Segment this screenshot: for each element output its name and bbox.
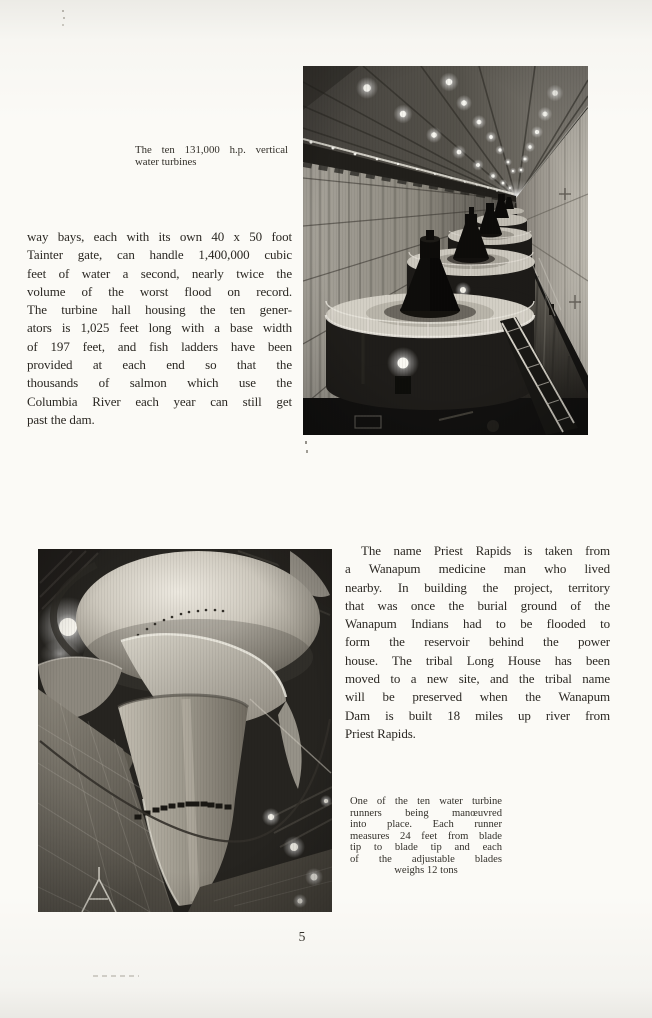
text-line: will be preserved when the Wanapum (345, 689, 610, 705)
text-line: way bays, each with its own 40 x 50 foot (27, 229, 292, 244)
photo-vignette (303, 66, 588, 435)
scan-speck-under-photo (305, 441, 307, 444)
text-line: a Wanapum medicine man who lived (345, 561, 610, 577)
text-line: provided at each end so that the (27, 357, 292, 373)
text-line: Columbia River each year can still get (27, 393, 292, 409)
text-line: moved to a new site, and the tribal name (345, 671, 610, 687)
text-line: volume of the worst flood on record. (27, 283, 292, 299)
text-line: of 197 feet, and fish ladders have been (27, 338, 292, 354)
text-line: weighs 12 tons (394, 865, 458, 876)
text-line: Wanapum Indians had to be flooded to (345, 616, 610, 632)
photo-vignette (38, 549, 332, 912)
text-line: The ten 131,000 h.p. vertical (135, 144, 288, 156)
text-line: tip to blade tip and each (350, 842, 502, 853)
scan-dashes-bottom (93, 975, 139, 977)
text-line: runners being manœuvred (350, 807, 502, 819)
text-line: The name Priest Rapids is taken from (361, 543, 610, 558)
text-line: measures 24 feet from blade (350, 830, 502, 842)
text-line: into place. Each runner (350, 819, 502, 830)
text-line: Priest Rapids. (345, 725, 416, 741)
turbine-runner-photo (38, 549, 332, 912)
text-line: ators is 1,025 feet long with a base width (27, 320, 292, 336)
turbine-hall-illustration (303, 66, 588, 435)
text-line: nearby. In building the project, territory (345, 579, 610, 595)
page-number: 5 (298, 929, 306, 944)
text-line: form the reservoir behind the power (345, 634, 610, 650)
text-line: Dam is built 18 miles up river from (345, 707, 610, 723)
text-line: water turbines (135, 156, 197, 169)
text-line: of the adjustable blades (350, 853, 502, 865)
text-line: thousands of salmon which use the (27, 375, 292, 391)
text-line: house. The tribal Long House has been (345, 652, 610, 668)
scan-speck-top (62, 10, 64, 12)
turbine-runner-illustration (38, 549, 332, 912)
body-paragraph-right (345, 542, 610, 743)
body-paragraph-left (27, 228, 292, 429)
text-line: feet of water a second, nearly twice the (27, 265, 292, 281)
text-line: The turbine hall housing the ten gener- (27, 302, 292, 318)
text-line: One of the ten water turbine (350, 796, 502, 807)
text-line: that was once the burial ground of the (345, 597, 610, 613)
text-line: past the dam. (27, 411, 95, 427)
bottom-photo-caption (350, 796, 502, 877)
turbine-hall-photo (303, 66, 588, 435)
text-line: Tainter gate, can handle 1,400,000 cubic (27, 247, 292, 263)
top-photo-caption (135, 144, 288, 168)
